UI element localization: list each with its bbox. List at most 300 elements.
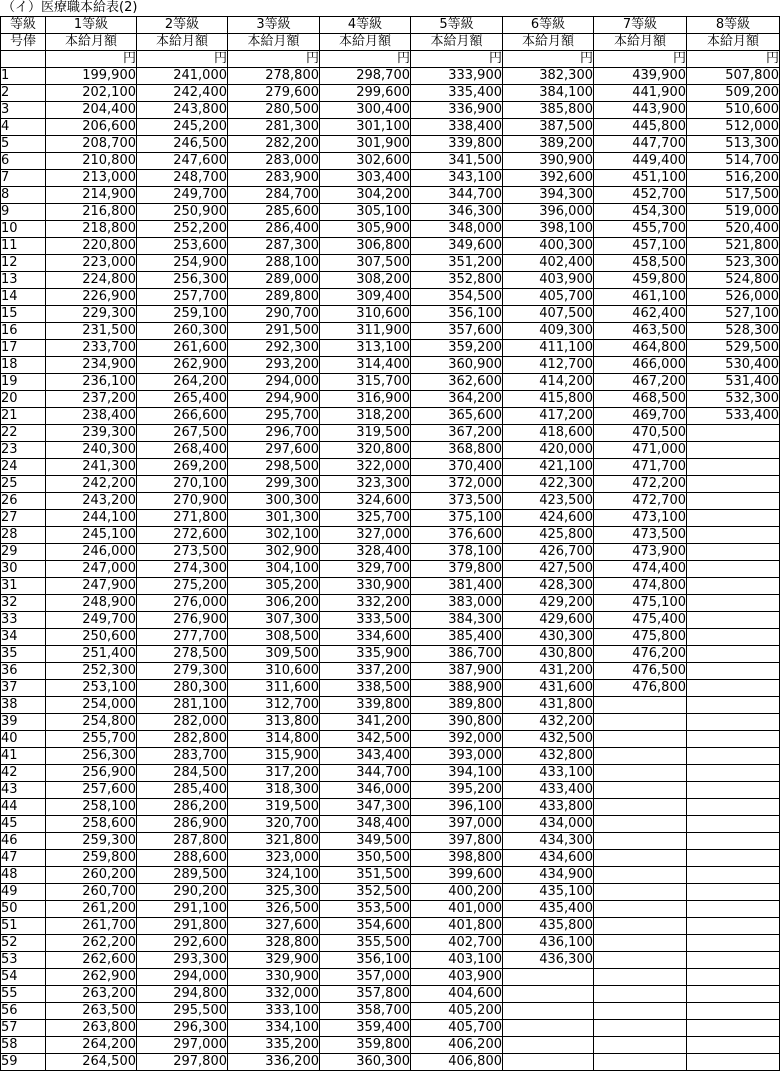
salary-cell: 314,400 (320, 357, 411, 374)
salary-cell: 218,800 (46, 221, 137, 238)
salary-cell: 333,100 (228, 1003, 320, 1020)
salary-cell (503, 1020, 594, 1037)
salary-cell: 294,000 (137, 969, 228, 986)
salary-cell (594, 782, 687, 799)
salary-cell: 429,600 (503, 612, 594, 629)
salary-cell: 414,200 (503, 374, 594, 391)
step-number-cell: 54 (1, 969, 46, 986)
salary-cell: 513,300 (687, 136, 780, 153)
salary-cell: 283,000 (228, 153, 320, 170)
step-number-cell: 43 (1, 782, 46, 799)
table-row (1, 119, 780, 136)
step-number-cell: 37 (1, 680, 46, 697)
salary-cell: 325,300 (228, 884, 320, 901)
table-row (1, 221, 780, 238)
salary-cell: 199,900 (46, 68, 137, 85)
salary-cell: 282,800 (137, 731, 228, 748)
salary-cell (687, 663, 780, 680)
salary-cell: 290,700 (228, 306, 320, 323)
salary-cell: 341,200 (320, 714, 411, 731)
step-number-cell: 40 (1, 731, 46, 748)
salary-cell: 208,700 (46, 136, 137, 153)
salary-cell: 379,800 (411, 561, 503, 578)
salary-cell: 272,600 (137, 527, 228, 544)
salary-cell: 329,700 (320, 561, 411, 578)
salary-cell: 248,700 (137, 170, 228, 187)
table-row (1, 850, 780, 867)
salary-cell: 378,100 (411, 544, 503, 561)
salary-cell: 279,300 (137, 663, 228, 680)
salary-cell: 299,300 (228, 476, 320, 493)
salary-cell: 435,800 (503, 918, 594, 935)
step-number-cell: 44 (1, 799, 46, 816)
salary-cell (503, 986, 594, 1003)
table-row (1, 816, 780, 833)
salary-cell: 250,600 (46, 629, 137, 646)
salary-cell: 434,300 (503, 833, 594, 850)
grade-header: 3等級 (228, 17, 320, 34)
grade-header: 8等級 (687, 17, 780, 34)
salary-cell: 315,700 (320, 374, 411, 391)
table-row (1, 901, 780, 918)
salary-cell (503, 1037, 594, 1054)
salary-cell: 404,600 (411, 986, 503, 1003)
salary-cell: 457,100 (594, 238, 687, 255)
salary-cell: 262,200 (46, 935, 137, 952)
salary-cell: 304,200 (320, 187, 411, 204)
salary-cell: 394,300 (503, 187, 594, 204)
salary-cell: 318,200 (320, 408, 411, 425)
salary-cell: 346,000 (320, 782, 411, 799)
salary-cell: 388,900 (411, 680, 503, 697)
salary-cell: 330,900 (320, 578, 411, 595)
salary-cell: 255,700 (46, 731, 137, 748)
salary-cell: 324,100 (228, 867, 320, 884)
salary-cell: 283,900 (228, 170, 320, 187)
salary-cell: 333,500 (320, 612, 411, 629)
table-row (1, 459, 780, 476)
salary-cell: 259,100 (137, 306, 228, 323)
salary-cell: 291,500 (228, 323, 320, 340)
salary-cell: 473,500 (594, 527, 687, 544)
salary-cell: 289,800 (228, 289, 320, 306)
salary-cell: 390,900 (503, 153, 594, 170)
salary-cell: 394,100 (411, 765, 503, 782)
step-number-cell: 29 (1, 544, 46, 561)
salary-cell: 432,200 (503, 714, 594, 731)
salary-cell: 425,800 (503, 527, 594, 544)
salary-cell: 356,100 (320, 952, 411, 969)
step-number-cell: 50 (1, 901, 46, 918)
salary-cell: 471,000 (594, 442, 687, 459)
salary-cell (687, 714, 780, 731)
step-number-cell: 11 (1, 238, 46, 255)
salary-cell: 296,300 (137, 1020, 228, 1037)
salary-cell (594, 816, 687, 833)
grade-header: 5等級 (411, 17, 503, 34)
unit-label: 円 (687, 51, 780, 68)
unit-label: 円 (137, 51, 228, 68)
salary-cell: 288,600 (137, 850, 228, 867)
salary-cell: 256,300 (46, 748, 137, 765)
table-row (1, 782, 780, 799)
salary-cell: 398,800 (411, 850, 503, 867)
salary-cell: 415,800 (503, 391, 594, 408)
salary-cell: 252,300 (46, 663, 137, 680)
salary-cell: 270,900 (137, 493, 228, 510)
salary-cell: 471,700 (594, 459, 687, 476)
salary-cell (687, 935, 780, 952)
salary-cell: 260,200 (46, 867, 137, 884)
salary-cell: 434,000 (503, 816, 594, 833)
salary-cell: 349,600 (411, 238, 503, 255)
salary-cell: 335,900 (320, 646, 411, 663)
unit-label: 円 (594, 51, 687, 68)
salary-cell: 467,200 (594, 374, 687, 391)
step-number-cell: 2 (1, 85, 46, 102)
salary-cell: 216,800 (46, 204, 137, 221)
salary-cell: 328,800 (228, 935, 320, 952)
salary-cell: 390,800 (411, 714, 503, 731)
salary-cell: 245,100 (46, 527, 137, 544)
salary-cell: 287,300 (228, 238, 320, 255)
salary-cell: 304,100 (228, 561, 320, 578)
salary-cell: 475,400 (594, 612, 687, 629)
table-row (1, 187, 780, 204)
table-row (1, 578, 780, 595)
salary-cell: 296,700 (228, 425, 320, 442)
salary-cell (594, 935, 687, 952)
unit-label: 円 (228, 51, 320, 68)
step-number-cell: 56 (1, 1003, 46, 1020)
salary-cell: 256,300 (137, 272, 228, 289)
salary-cell (687, 1054, 780, 1071)
salary-cell: 376,600 (411, 527, 503, 544)
salary-cell: 403,900 (411, 969, 503, 986)
salary-cell (687, 765, 780, 782)
step-number-cell: 26 (1, 493, 46, 510)
salary-cell: 269,200 (137, 459, 228, 476)
salary-cell: 405,700 (411, 1020, 503, 1037)
table-row (1, 595, 780, 612)
salary-cell: 253,600 (137, 238, 228, 255)
salary-cell: 298,500 (228, 459, 320, 476)
salary-cell: 257,700 (137, 289, 228, 306)
unit-row (1, 51, 780, 68)
salary-cell: 319,500 (320, 425, 411, 442)
salary-cell (687, 425, 780, 442)
salary-cell: 412,700 (503, 357, 594, 374)
salary-cell (594, 799, 687, 816)
salary-cell (594, 884, 687, 901)
salary-cell: 474,800 (594, 578, 687, 595)
salary-cell: 239,300 (46, 425, 137, 442)
grade-header: 7等級 (594, 17, 687, 34)
table-row (1, 833, 780, 850)
table-row (1, 1054, 780, 1071)
salary-cell: 512,000 (687, 119, 780, 136)
salary-cell: 430,300 (503, 629, 594, 646)
unit-label: 円 (411, 51, 503, 68)
step-number-cell: 51 (1, 918, 46, 935)
salary-cell: 310,600 (228, 663, 320, 680)
salary-cell: 270,100 (137, 476, 228, 493)
salary-cell: 334,600 (320, 629, 411, 646)
salary-cell: 405,700 (503, 289, 594, 306)
salary-cell (594, 1054, 687, 1071)
salary-cell: 311,600 (228, 680, 320, 697)
step-number-cell: 20 (1, 391, 46, 408)
salary-cell: 368,800 (411, 442, 503, 459)
step-number-cell: 7 (1, 170, 46, 187)
salary-cell (687, 510, 780, 527)
salary-cell (594, 1037, 687, 1054)
step-number-cell: 55 (1, 986, 46, 1003)
step-number-cell: 30 (1, 561, 46, 578)
salary-cell (687, 1003, 780, 1020)
salary-cell: 261,200 (46, 901, 137, 918)
salary-cell: 309,400 (320, 289, 411, 306)
salary-cell: 263,800 (46, 1020, 137, 1037)
salary-cell: 260,700 (46, 884, 137, 901)
table-row (1, 986, 780, 1003)
table-row (1, 68, 780, 85)
table-row (1, 374, 780, 391)
salary-cell: 459,800 (594, 272, 687, 289)
salary-cell: 259,300 (46, 833, 137, 850)
salary-cell: 210,800 (46, 153, 137, 170)
salary-cell: 312,700 (228, 697, 320, 714)
salary-cell: 316,900 (320, 391, 411, 408)
salary-cell: 405,200 (411, 1003, 503, 1020)
salary-cell: 307,500 (320, 255, 411, 272)
step-label: 号俸 (1, 34, 46, 51)
step-number-cell: 9 (1, 204, 46, 221)
salary-cell: 451,100 (594, 170, 687, 187)
salary-cell (594, 714, 687, 731)
salary-cell: 334,100 (228, 1020, 320, 1037)
salary-cell: 264,200 (137, 374, 228, 391)
salary-cell: 263,500 (46, 1003, 137, 1020)
salary-cell: 385,400 (411, 629, 503, 646)
salary-cell: 398,100 (503, 221, 594, 238)
table-row (1, 323, 780, 340)
salary-cell (687, 527, 780, 544)
salary-cell (687, 952, 780, 969)
salary-cell: 267,500 (137, 425, 228, 442)
salary-cell: 206,600 (46, 119, 137, 136)
salary-cell: 297,800 (137, 1054, 228, 1071)
table-row (1, 629, 780, 646)
salary-cell: 308,500 (228, 629, 320, 646)
salary-cell: 353,500 (320, 901, 411, 918)
step-number-cell: 16 (1, 323, 46, 340)
salary-cell (687, 578, 780, 595)
table-row (1, 935, 780, 952)
salary-cell: 527,100 (687, 306, 780, 323)
salary-cell: 248,900 (46, 595, 137, 612)
salary-cell: 426,700 (503, 544, 594, 561)
salary-cell: 352,500 (320, 884, 411, 901)
step-number-cell: 15 (1, 306, 46, 323)
salary-cell: 431,200 (503, 663, 594, 680)
salary-cell: 265,400 (137, 391, 228, 408)
salary-cell: 286,200 (137, 799, 228, 816)
step-number-cell: 23 (1, 442, 46, 459)
salary-cell: 300,300 (228, 493, 320, 510)
salary-cell: 295,500 (137, 1003, 228, 1020)
salary-cell: 346,300 (411, 204, 503, 221)
table-row (1, 765, 780, 782)
salary-cell: 354,500 (411, 289, 503, 306)
salary-cell: 458,500 (594, 255, 687, 272)
salary-cell: 401,800 (411, 918, 503, 935)
salary-cell: 470,500 (594, 425, 687, 442)
salary-cell (687, 969, 780, 986)
salary-cell: 294,900 (228, 391, 320, 408)
salary-cell: 264,500 (46, 1054, 137, 1071)
salary-cell: 351,200 (411, 255, 503, 272)
salary-cell: 339,800 (320, 697, 411, 714)
salary-cell: 315,900 (228, 748, 320, 765)
salary-cell: 406,800 (411, 1054, 503, 1071)
salary-cell: 229,300 (46, 306, 137, 323)
salary-cell (687, 918, 780, 935)
salary-cell: 243,800 (137, 102, 228, 119)
salary-cell: 332,000 (228, 986, 320, 1003)
salary-cell: 262,900 (137, 357, 228, 374)
salary-cell: 328,400 (320, 544, 411, 561)
table-row (1, 561, 780, 578)
table-row (1, 527, 780, 544)
salary-cell: 302,600 (320, 153, 411, 170)
table-title: （イ）医療職本給表(2) (2, 0, 138, 15)
salary-cell (687, 816, 780, 833)
salary-cell (594, 986, 687, 1003)
step-number-cell: 19 (1, 374, 46, 391)
salary-cell: 264,200 (46, 1037, 137, 1054)
salary-cell: 430,800 (503, 646, 594, 663)
salary-cell: 337,200 (320, 663, 411, 680)
salary-cell (687, 476, 780, 493)
table-row (1, 476, 780, 493)
table-row (1, 1037, 780, 1054)
salary-cell: 246,000 (46, 544, 137, 561)
monthly-salary-label: 本給月額 (228, 34, 320, 51)
step-number-cell: 46 (1, 833, 46, 850)
salary-cell: 432,500 (503, 731, 594, 748)
salary-cell (687, 782, 780, 799)
salary-cell: 292,300 (228, 340, 320, 357)
salary-cell: 475,800 (594, 629, 687, 646)
salary-cell: 308,200 (320, 272, 411, 289)
step-number-cell: 25 (1, 476, 46, 493)
salary-cell (687, 646, 780, 663)
salary-cell: 417,200 (503, 408, 594, 425)
salary-cell: 439,900 (594, 68, 687, 85)
salary-cell: 348,400 (320, 816, 411, 833)
salary-cell: 476,800 (594, 680, 687, 697)
monthly-salary-label: 本給月額 (594, 34, 687, 51)
salary-cell: 294,000 (228, 374, 320, 391)
salary-cell: 524,800 (687, 272, 780, 289)
salary-cell: 324,600 (320, 493, 411, 510)
salary-cell: 226,900 (46, 289, 137, 306)
salary-cell: 288,100 (228, 255, 320, 272)
salary-cell: 423,500 (503, 493, 594, 510)
salary-cell: 281,100 (137, 697, 228, 714)
salary-cell (503, 1054, 594, 1071)
salary-cell (594, 918, 687, 935)
salary-cell: 280,500 (228, 102, 320, 119)
salary-cell: 240,300 (46, 442, 137, 459)
salary-cell (687, 884, 780, 901)
salary-cell: 397,000 (411, 816, 503, 833)
salary-cell: 336,200 (228, 1054, 320, 1071)
salary-cell: 435,100 (503, 884, 594, 901)
salary-cell: 359,400 (320, 1020, 411, 1037)
salary-cell: 473,100 (594, 510, 687, 527)
salary-cell (594, 952, 687, 969)
step-number-cell: 47 (1, 850, 46, 867)
grade-header: 1等級 (46, 17, 137, 34)
salary-cell: 350,500 (320, 850, 411, 867)
salary-cell: 341,500 (411, 153, 503, 170)
salary-cell: 320,700 (228, 816, 320, 833)
step-number-cell: 32 (1, 595, 46, 612)
table-row (1, 680, 780, 697)
salary-cell: 472,700 (594, 493, 687, 510)
salary-cell: 293,200 (228, 357, 320, 374)
salary-cell: 273,500 (137, 544, 228, 561)
step-number-cell: 6 (1, 153, 46, 170)
salary-cell: 365,600 (411, 408, 503, 425)
salary-cell: 401,000 (411, 901, 503, 918)
salary-cell: 305,200 (228, 578, 320, 595)
salary-cell: 381,400 (411, 578, 503, 595)
salary-cell: 356,100 (411, 306, 503, 323)
salary-cell: 241,000 (137, 68, 228, 85)
table-row (1, 442, 780, 459)
unit-label: 円 (320, 51, 411, 68)
monthly-salary-label: 本給月額 (46, 34, 137, 51)
salary-cell: 302,900 (228, 544, 320, 561)
salary-cell: 509,200 (687, 85, 780, 102)
salary-cell: 234,900 (46, 357, 137, 374)
salary-cell: 435,400 (503, 901, 594, 918)
step-number-cell: 12 (1, 255, 46, 272)
salary-cell: 354,600 (320, 918, 411, 935)
salary-cell: 320,800 (320, 442, 411, 459)
salary-cell: 452,700 (594, 187, 687, 204)
salary-cell: 520,400 (687, 221, 780, 238)
salary-cell: 237,200 (46, 391, 137, 408)
unit-label: 円 (46, 51, 137, 68)
salary-cell: 393,000 (411, 748, 503, 765)
salary-cell: 284,500 (137, 765, 228, 782)
salary-cell (687, 493, 780, 510)
step-number-cell: 21 (1, 408, 46, 425)
salary-cell: 475,100 (594, 595, 687, 612)
table-row (1, 1020, 780, 1037)
salary-cell: 204,400 (46, 102, 137, 119)
table-row (1, 153, 780, 170)
salary-cell: 464,800 (594, 340, 687, 357)
salary-cell: 523,300 (687, 255, 780, 272)
salary-cell: 323,300 (320, 476, 411, 493)
salary-cell: 528,300 (687, 323, 780, 340)
salary-cell: 402,700 (411, 935, 503, 952)
